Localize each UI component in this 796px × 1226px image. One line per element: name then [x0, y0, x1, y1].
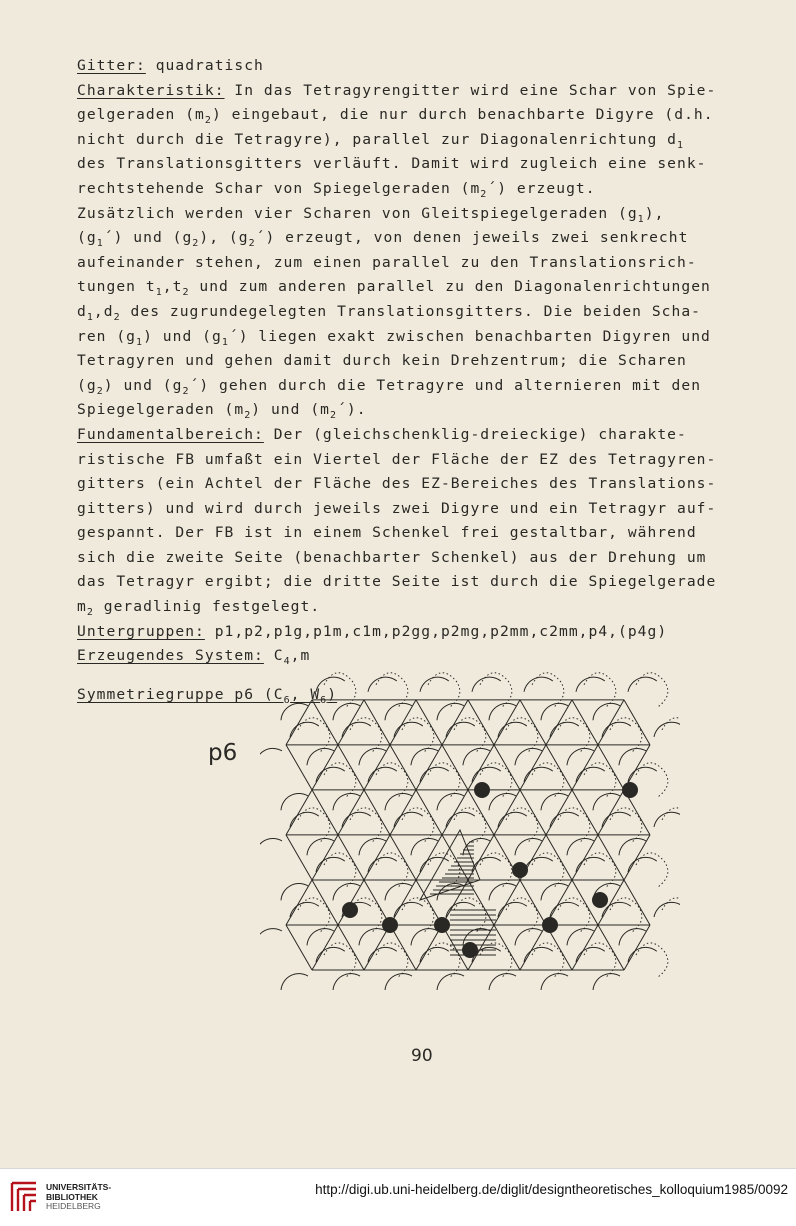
text-run: ), (g	[199, 229, 249, 247]
triangle-edge	[494, 745, 520, 790]
subscript: 6	[283, 694, 291, 706]
triangle-edge	[364, 790, 390, 835]
text-run: ´) erzeugt.	[487, 179, 596, 197]
triangle-edge	[286, 925, 312, 970]
text-run: Zusätzlich werden vier Scharen von Gleitspiegelgeraden (g	[77, 204, 638, 222]
text-run: (g	[77, 376, 97, 394]
subscript: 1	[221, 336, 229, 348]
triangle-edge	[598, 835, 624, 880]
subscript: 2	[244, 410, 252, 422]
text-run: Tetragyren und gehen damit durch kein Drehzentrum; die Scharen	[77, 352, 687, 370]
text-line	[77, 644, 757, 669]
text-run: gitters) und wird durch jeweils zwei Digyre und ein Tetragyr auf-	[77, 499, 717, 517]
text-line	[77, 620, 757, 645]
text-run: tungen t	[77, 278, 156, 296]
text-run: ) eingebaut, die nur durch benachbarte Digyre (d.h.	[211, 106, 714, 124]
text-run: gelgeraden (m	[77, 106, 205, 124]
triangle-edge	[312, 700, 338, 745]
section-label: Untergruppen:	[77, 622, 205, 640]
text-run: aufeinander stehen, zum einen parallel zu den Translationsrich-	[77, 253, 697, 271]
text-line	[77, 226, 757, 251]
motif-arc	[576, 677, 605, 692]
text-line	[77, 423, 757, 448]
rotation-center	[462, 942, 478, 958]
motif-arc	[281, 703, 308, 720]
triangle-edge	[520, 880, 546, 925]
subscript: 1	[86, 311, 94, 323]
text-line	[77, 79, 757, 104]
section-label: Fundamentalbereich:	[77, 425, 264, 443]
triangle-edge	[338, 745, 364, 790]
subscript: 2	[113, 311, 121, 323]
logo-line-2: BIBLIOTHEK	[46, 1191, 98, 1202]
rotation-center	[512, 862, 528, 878]
triangle-edge	[338, 925, 364, 970]
text-line	[77, 177, 757, 202]
text-run: ´) erzeugt, von denen jeweils zwei senkrecht	[255, 229, 689, 247]
motif-arc	[260, 929, 282, 946]
triangle-edge	[390, 745, 416, 790]
triangle-edge	[598, 745, 624, 790]
section-label: Gitter:	[77, 57, 146, 74]
text-run: sich die zweite Seite (benachbarter Schenkel) aus der Drehung um	[77, 548, 707, 566]
text-line	[77, 128, 757, 153]
section-label: Erzeugendes System:	[77, 647, 264, 665]
text-run: ) und (g	[103, 376, 183, 394]
source-url-link[interactable]: http://digi.ub.uni-heidelberg.de/diglit/designtheoretisches_kolloquium1985/0092	[315, 1182, 788, 1197]
text-run: das Tetragyr ergibt; die dritte Seite ist durch die Spiegelgerade	[77, 573, 717, 591]
motif-arc	[472, 677, 501, 692]
text-run: (g	[77, 229, 97, 247]
p6-pattern-figure	[260, 670, 680, 990]
triangle-edge	[312, 790, 338, 835]
section-label: Charakteristik:	[77, 81, 225, 99]
text-run: ) und (m	[251, 401, 330, 419]
text-run: ´) und (g	[103, 229, 193, 247]
motif-arc	[654, 902, 680, 917]
text-line	[77, 103, 757, 128]
text-line	[77, 202, 757, 227]
triangle-edge	[494, 925, 520, 970]
text-line	[77, 300, 757, 325]
text-run: ,t	[162, 278, 183, 296]
triangle-edge	[468, 700, 494, 745]
motif-arc	[260, 838, 282, 855]
footer-bar	[0, 1168, 796, 1226]
triangle-edge	[312, 880, 338, 925]
text-run: ´) gehen durch die Tetragyre und alternieren mit den	[189, 376, 702, 394]
text-run: ren (g	[77, 327, 137, 345]
triangle-edge	[520, 790, 546, 835]
text-run: rechtstehende Schar von Spiegelgeraden (m	[77, 179, 481, 197]
triangle-edge	[624, 700, 650, 745]
motif-arc	[524, 677, 553, 692]
text-line	[77, 325, 757, 350]
text-line	[77, 398, 757, 423]
subscript: 2	[96, 385, 104, 397]
text-run: ´).	[337, 401, 367, 419]
text-line	[77, 570, 757, 595]
motif-arc	[628, 677, 657, 692]
text-run: geradlinig festgelegt.	[93, 598, 321, 616]
triangle-edge	[442, 835, 468, 880]
rotation-center	[342, 902, 358, 918]
text-run: ´) liegen exakt zwischen benachbarten Digyren und	[228, 327, 711, 345]
subscript: 2	[182, 385, 190, 397]
motif-arc	[420, 677, 449, 692]
text-run: ristische FB umfaßt ein Viertel der Fläche der EZ des Tetragyren-	[77, 450, 717, 468]
triangle-edge	[598, 925, 624, 970]
subscript: 2	[86, 607, 94, 619]
motif-arc	[368, 677, 397, 692]
logo-line-3: HEIDELBERG	[46, 1201, 101, 1211]
rotation-center	[382, 917, 398, 933]
subscript: 6	[320, 694, 328, 706]
subscript: 1	[136, 336, 144, 348]
subscript: 2	[480, 188, 488, 200]
motif-arc	[654, 722, 680, 737]
motif-arc	[281, 884, 308, 901]
subscript: 1	[96, 238, 104, 250]
text-line	[77, 595, 757, 620]
triangle-edge	[572, 790, 598, 835]
text-run: Spiegelgeraden (m	[77, 401, 245, 419]
text-run: des Translationsgitters verläuft. Damit wird zugleich eine senk-	[77, 155, 707, 173]
text-run: und zum anderen parallel zu den Diagonalenrichtungen	[189, 278, 711, 296]
rotation-center	[592, 892, 608, 908]
text-run: ),	[644, 204, 665, 222]
logo-line-1: UNIVERSITÄTS-	[46, 1182, 112, 1192]
text-run: )	[327, 685, 338, 703]
motif-arc	[654, 812, 680, 827]
text-run: nicht durch die Tetragyre), parallel zur Diagonalenrichtung d	[77, 130, 678, 148]
triangle-edge	[572, 700, 598, 745]
triangle-edge	[416, 790, 442, 835]
triangle-edge	[286, 835, 312, 880]
text-run: ,m	[290, 647, 311, 665]
text-run: d	[77, 302, 87, 320]
figure-label: p6	[208, 740, 238, 766]
text-run: gitters (ein Achtel der Fläche des EZ-Bereiches des Translations-	[77, 475, 717, 493]
text-line	[77, 497, 757, 522]
text-line	[77, 521, 757, 546]
text-line	[77, 448, 757, 473]
motif-arc	[260, 748, 282, 765]
text-run: , W	[290, 685, 321, 703]
text-run: gespannt. Der FB ist in einem Schenkel frei gestaltbar, während	[77, 524, 697, 542]
motif-arc	[281, 793, 308, 810]
motif-arc	[281, 974, 308, 990]
text-line	[77, 374, 757, 399]
subscript: 2	[248, 238, 256, 250]
text-run: p1,p2,p1g,p1m,c1m,p2gg,p2mg,p2mm,c2mm,p4,(p4g)	[204, 622, 668, 640]
triangle-edge	[624, 880, 650, 925]
text-line	[77, 152, 757, 177]
triangle-edge	[546, 745, 572, 790]
text-line	[77, 472, 757, 497]
triangle-edge	[364, 700, 390, 745]
text-run: Der (gleichschenklig-dreieckige) charakte-	[263, 425, 687, 443]
subscript: 2	[204, 115, 212, 127]
triangle-edge	[416, 700, 442, 745]
subscript: 2	[182, 287, 190, 299]
rotation-center	[542, 917, 558, 933]
subscript: 1	[155, 287, 163, 299]
triangle-edge	[520, 700, 546, 745]
page-text	[77, 54, 757, 707]
triangle-edge	[546, 835, 572, 880]
text-run: des zugrundegelegten Translationsgitters. Die beiden Scha-	[120, 302, 702, 320]
subscript: 2	[330, 410, 338, 422]
text-run: quadratisch	[145, 57, 264, 74]
text-run: In das Tetragyrengitter wird eine Schar von Spie-	[224, 81, 717, 99]
subscript: 1	[677, 139, 685, 151]
subscript: 2	[192, 238, 200, 250]
text-line	[77, 251, 757, 276]
text-run: m	[77, 598, 87, 616]
text-line	[77, 275, 757, 300]
text-line	[77, 349, 757, 374]
text-run: ,d	[93, 302, 114, 320]
text-run: ) und (g	[143, 327, 222, 345]
rotation-center	[474, 782, 490, 798]
triangle-edge	[442, 745, 468, 790]
page-number: 90	[411, 1046, 433, 1066]
text-run: C	[263, 647, 284, 665]
rotation-center	[622, 782, 638, 798]
text-line	[77, 54, 757, 79]
library-logo-text	[46, 1183, 111, 1212]
triangle-edge	[390, 835, 416, 880]
text-run: Symmetriegruppe p6 (C	[77, 685, 284, 703]
triangle-edge	[338, 835, 364, 880]
subscript: 1	[637, 213, 645, 225]
rotation-center	[434, 917, 450, 933]
triangle-edge	[468, 880, 494, 925]
library-logo-icon	[8, 1179, 40, 1215]
motif-arc	[316, 677, 345, 692]
subscript: 4	[283, 656, 291, 668]
text-line	[77, 546, 757, 571]
triangle-edge	[286, 745, 312, 790]
